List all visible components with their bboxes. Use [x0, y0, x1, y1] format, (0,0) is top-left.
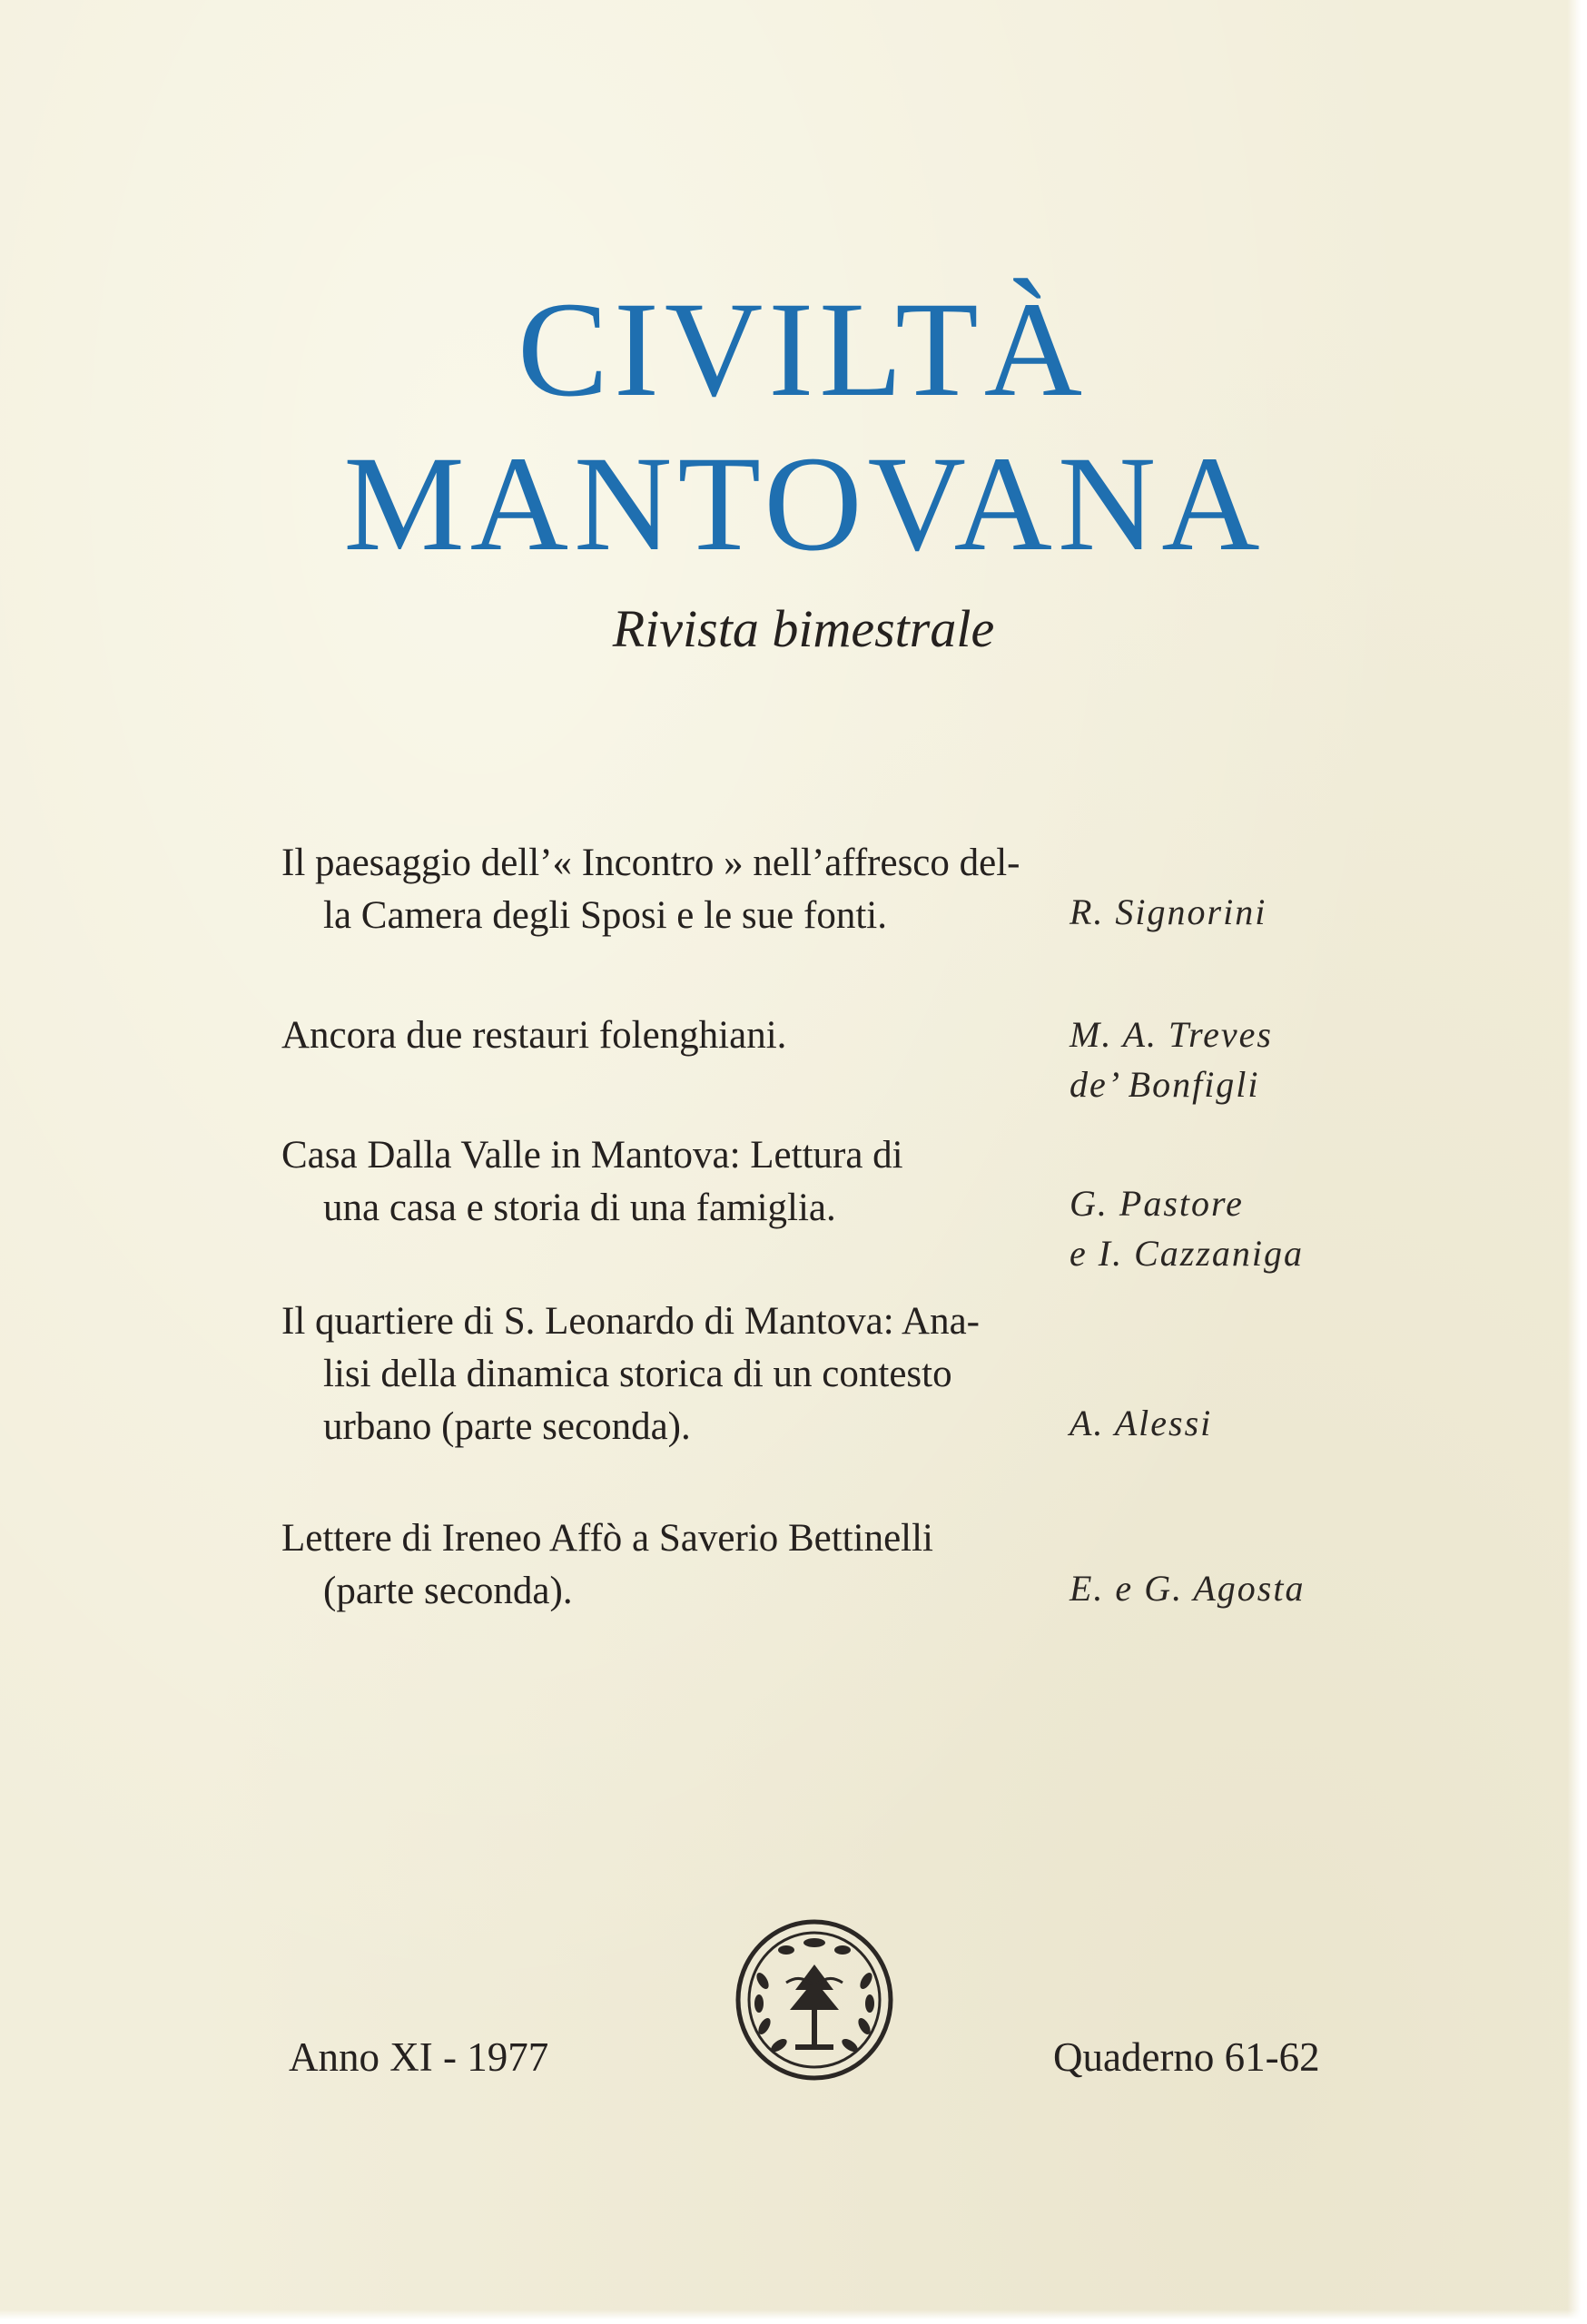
toc-entry-3-author [1070, 1178, 1451, 1278]
toc-entry-1-author-line-1: R. Signorini [1070, 891, 1267, 932]
volume-year: Anno XI - 1977 [289, 2034, 549, 2080]
toc-entry-4-author-line-1: A. Alessi [1070, 1403, 1213, 1443]
toc-entry-5-title-line-1: Lettere di Ireneo Affò a Saverio Bettinelli [281, 1517, 934, 1560]
issue-number: Quaderno 61-62 [1053, 2034, 1320, 2080]
toc-entry-2-title [281, 1009, 1035, 1062]
toc-entry-1-title [281, 837, 1035, 942]
publisher-seal-icon [732, 1917, 897, 2083]
toc-entry-2-author-line-2: de’ Bonfigli [1070, 1064, 1260, 1105]
toc-entry-1-author [1070, 887, 1451, 937]
journal-subtitle: Rivista bimestrale [612, 599, 995, 658]
toc-entry-5-author-line-1: E. e G. Agosta [1070, 1568, 1306, 1609]
journal-title-line-2: MANTOVANA [343, 428, 1266, 579]
toc-entry-1-title-line-2: la Camera degli Sposi e le sue fonti. [323, 894, 887, 937]
toc-entry-2-author-line-1: M. A. Treves [1070, 1014, 1273, 1055]
toc-entry-5-title-line-2: (parte seconda). [323, 1570, 573, 1612]
toc-entry-4-title-line-3: urbano (parte seconda). [323, 1405, 691, 1448]
toc-entry-5-author [1070, 1563, 1451, 1613]
toc-entry-4-author [1070, 1398, 1451, 1448]
toc-entry-1-title-line-1: Il paesaggio dell’« Incontro » nell’affresco del- [281, 842, 1020, 884]
toc-entry-5-title [281, 1512, 1035, 1618]
toc-entry-4-title-line-2: lisi della dinamica storica di un contesto [323, 1353, 952, 1395]
toc-entry-3-author-line-1: G. Pastore [1070, 1183, 1244, 1224]
toc-entry-4-title-line-1: Il quartiere di S. Leonardo di Mantova: Ana- [281, 1300, 981, 1343]
toc-entry-3-title-line-2: una casa e storia di una famiglia. [323, 1187, 836, 1229]
toc-entry-2-title-line-1: Ancora due restauri folenghiani. [281, 1014, 787, 1057]
toc-entry-4-title [281, 1295, 1035, 1453]
journal-title-line-1: CIVILTÀ [517, 274, 1089, 425]
toc-entry-2-author [1070, 1009, 1451, 1109]
toc-entry-3-title-line-1: Casa Dalla Valle in Mantova: Lettura di [281, 1134, 903, 1177]
page-edge-bottom [0, 2309, 1587, 2324]
toc-entry-3-author-line-2: e I. Cazzaniga [1070, 1233, 1304, 1274]
toc-entry-3-title [281, 1129, 1035, 1235]
